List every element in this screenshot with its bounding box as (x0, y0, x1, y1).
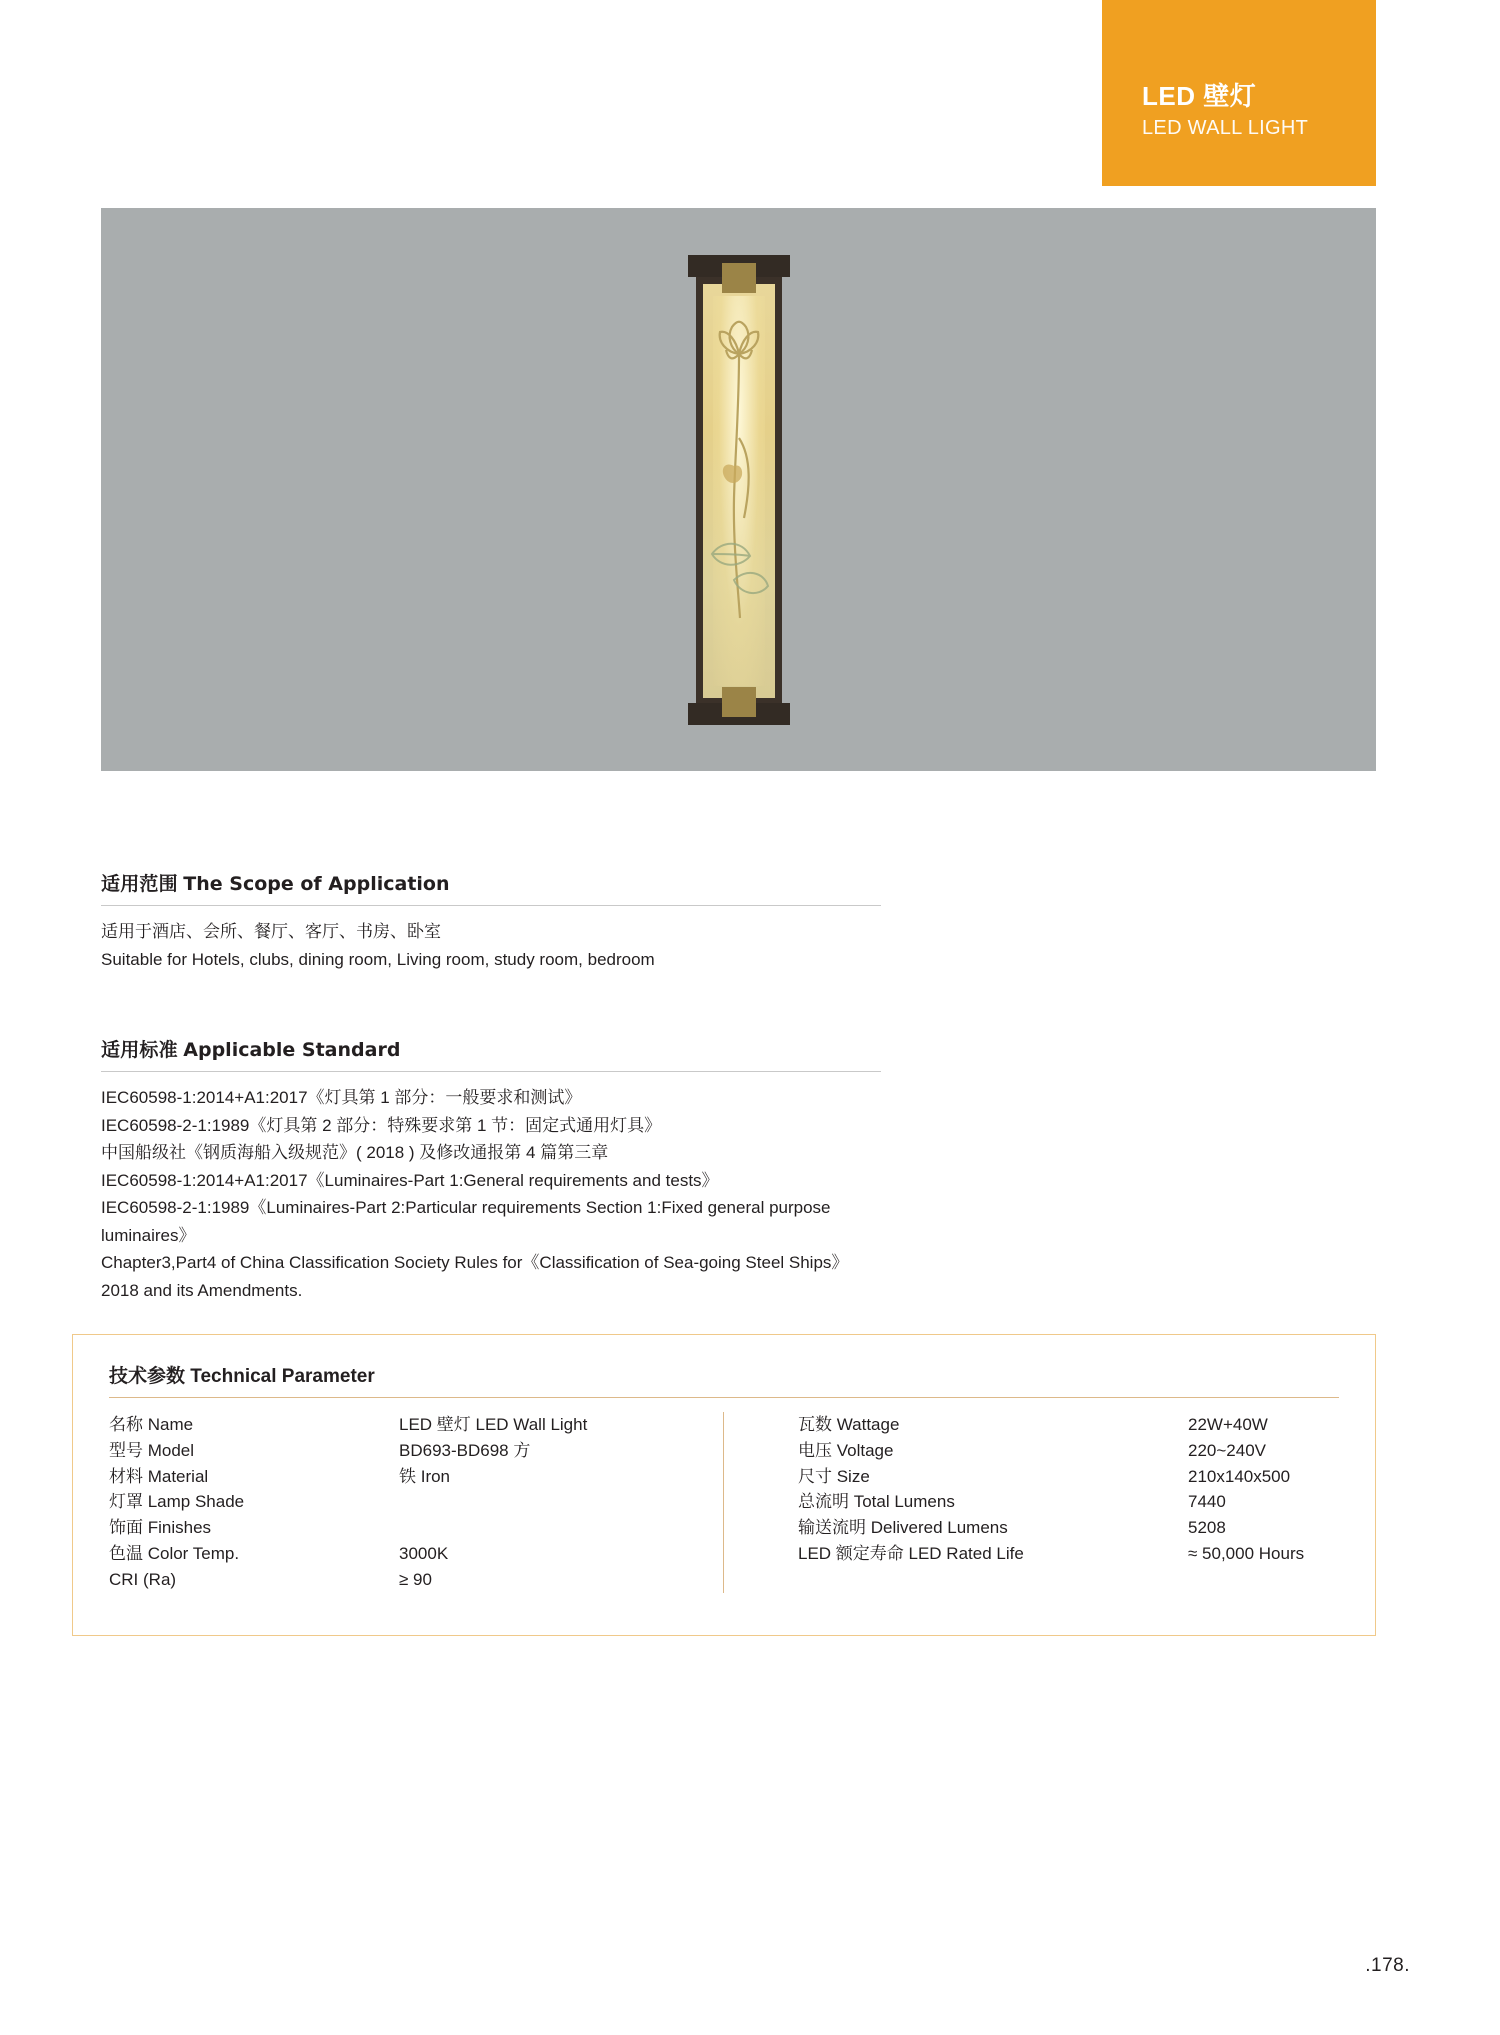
page-number: .178. (1365, 1955, 1410, 1976)
scope-section (101, 869, 881, 973)
table-row (109, 1567, 693, 1593)
param-value: 210x140x500 (1188, 1466, 1291, 1486)
table-row (798, 1515, 1339, 1541)
param-label: 名称 Name (109, 1415, 194, 1434)
standard-line: IEC60598-1:2014+A1:2017《灯具第 1 部分：一般要求和测试》 (101, 1088, 582, 1107)
table-row (798, 1541, 1339, 1567)
standard-line: Chapter3,Part4 of China Classification Society Rules for《Classification of Sea-going Steel Ships》2018 and its Amendments. (101, 1253, 849, 1300)
param-label: 输送流明 Delivered Lumens (798, 1518, 1008, 1538)
param-value: 22W+40W (1188, 1415, 1268, 1434)
header-title-cn: LED 壁灯 (1142, 81, 1257, 111)
scope-title-cn: 适用范围 (101, 874, 184, 895)
param-value (399, 1515, 693, 1541)
technical-columns (109, 1412, 1339, 1593)
technical-title-en: Technical Parameter (190, 1366, 375, 1387)
param-label: 瓦数 Wattage (798, 1415, 900, 1434)
scope-line-en: Suitable for Hotels, clubs, dining room, Living room, study room, bedroom (101, 949, 655, 969)
standard-line: IEC60598-2-1:1989《灯具第 2 部分：特殊要求第 1 节：固定式通用灯具》 (101, 1115, 662, 1135)
table-row (109, 1489, 693, 1515)
param-label: 型号 Model (109, 1440, 195, 1460)
standard-title (101, 1035, 881, 1072)
param-value: 铁 Iron (399, 1466, 451, 1486)
param-label: 材料 Material (109, 1466, 209, 1486)
param-value (399, 1489, 693, 1515)
table-row (109, 1541, 693, 1567)
param-label: 色温 Color Temp. (109, 1544, 240, 1564)
scope-title (101, 869, 881, 906)
technical-column-left (109, 1412, 724, 1593)
param-value: 7440 (1188, 1492, 1226, 1512)
param-label: LED 额定寿命 LED Rated Life (798, 1544, 1024, 1564)
param-value: ≥ 90 (399, 1569, 432, 1589)
param-label: 电压 Voltage (798, 1440, 894, 1460)
scope-line-cn: 适用于酒店、会所、餐厅、客厅、书房、卧室 (101, 922, 441, 941)
standard-title-cn: 适用标准 (101, 1040, 184, 1061)
param-value: LED 壁灯 LED Wall Light (399, 1415, 588, 1434)
header-product-tag (1102, 0, 1376, 186)
technical-column-right (724, 1412, 1339, 1593)
table-row (109, 1412, 693, 1438)
param-label: CRI (Ra) (109, 1569, 177, 1589)
standard-body (101, 1084, 881, 1304)
standard-title-en: Applicable Standard (183, 1039, 401, 1061)
standard-section (101, 1035, 881, 1304)
scope-title-en: The Scope of Application (183, 873, 450, 895)
param-value: BD693-BD698 方 (399, 1440, 531, 1460)
param-value: ≈ 50,000 Hours (1188, 1544, 1305, 1564)
table-row (798, 1489, 1339, 1515)
wall-light-illustration (675, 255, 803, 725)
scope-body (101, 918, 881, 973)
table-row (798, 1412, 1339, 1438)
table-row (109, 1464, 693, 1490)
standard-line: IEC60598-2-1:1989《Luminaires-Part 2:Particular requirements Section 1:Fixed general purpose luminaires》 (101, 1198, 831, 1245)
technical-parameter-panel (72, 1334, 1376, 1636)
param-label: 总流明 Total Lumens (798, 1492, 955, 1512)
technical-title-cn: 技术参数 (109, 1366, 191, 1387)
param-value: 5208 (1188, 1518, 1226, 1538)
param-value: 220~240V (1188, 1440, 1266, 1460)
lamp-plate-top (722, 263, 756, 293)
table-row (798, 1464, 1339, 1490)
lamp-plate-bottom (722, 687, 756, 717)
param-label: 尺寸 Size (798, 1466, 870, 1486)
product-image (101, 208, 1376, 771)
param-label: 饰面 Finishes (109, 1518, 212, 1538)
param-label: 灯罩 Lamp Shade (109, 1492, 245, 1512)
lotus-motif-icon (704, 318, 774, 648)
table-row (109, 1438, 693, 1464)
header-title-en: LED WALL LIGHT (1142, 116, 1309, 139)
standard-line: IEC60598-1:2014+A1:2017《Luminaires-Part 1:General requirements and tests》 (101, 1170, 719, 1190)
standard-line: 中国船级社《钢质海船入级规范》( 2018 ) 及修改通报第 4 篇第三章 (101, 1143, 609, 1163)
technical-title (109, 1361, 1339, 1398)
param-value: 3000K (399, 1544, 449, 1564)
lamp-frame (696, 277, 782, 705)
table-row (109, 1515, 693, 1541)
table-row (798, 1438, 1339, 1464)
